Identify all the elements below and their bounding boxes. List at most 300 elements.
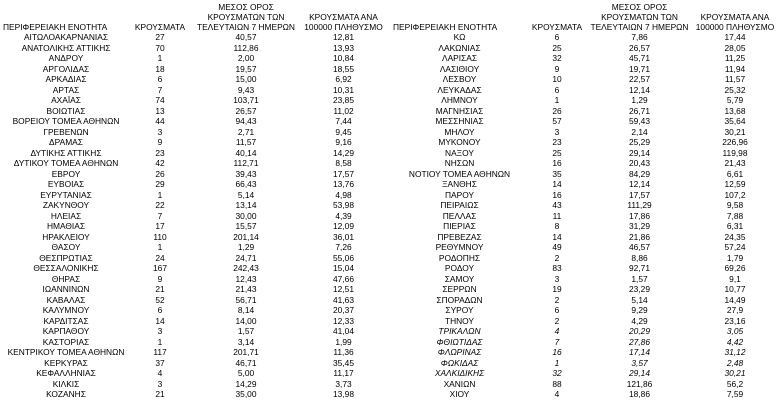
cell-mean7: 20,29 (629, 326, 650, 337)
cell-mean7: 112,86 (233, 42, 259, 53)
cell-per100k: 1,79 (726, 252, 744, 263)
table-row (392, 316, 778, 327)
cell-cases: 25 (552, 147, 562, 158)
cell-per100k: 9,45 (335, 126, 352, 137)
cell-mean7: 29,14 (629, 368, 650, 379)
cell-region: ΤΗΝΟΥ (444, 315, 475, 326)
cell-cases: 9 (157, 273, 163, 284)
cell-cases: 3 (554, 273, 560, 284)
table-row (392, 337, 778, 348)
cell-mean7: 18,86 (629, 389, 650, 400)
cell-mean7: 25,29 (629, 137, 650, 148)
cell-region: ΜΥΚΟΝΟΥ (438, 137, 481, 148)
cell-region: ΧΑΛΚΙΔΙΚΗΣ (434, 368, 485, 379)
cell-region: ΧΙΟΥ (449, 389, 470, 400)
cell-mean7: 40,57 (235, 32, 257, 43)
cell-region: ΖΑΚΥΝΘΟΥ (42, 200, 90, 211)
cell-per100k: 12,33 (333, 315, 354, 326)
cell-per100k: 12,81 (333, 32, 354, 43)
table-row (2, 263, 385, 274)
cell-cases: 23 (155, 147, 165, 158)
cell-per100k: 5,79 (726, 95, 744, 106)
table-row (392, 379, 778, 390)
cell-per100k: 12,09 (333, 221, 354, 232)
cell-per100k: 21,43 (724, 158, 746, 169)
cell-per100k: 35,64 (724, 116, 746, 127)
cell-region: ΚΑΒΑΛΑΣ (46, 294, 86, 305)
cell-cases: 26 (155, 168, 165, 179)
table-row (2, 232, 385, 243)
cell-cases: 2 (554, 315, 560, 326)
cell-cases: 3 (554, 126, 560, 137)
cell-mean7: 1,29 (237, 242, 255, 253)
cell-mean7: 121,86 (626, 378, 653, 389)
table-row (2, 74, 385, 85)
table-row (2, 389, 385, 400)
cell-region: ΓΡΕΒΕΝΩΝ (43, 126, 89, 137)
header-region: ΠΕΡΙΦΕΡΕΙΑΚΗ ΕΝΟΤΗΤΑ (3, 22, 108, 32)
cell-region: ΠΑΡΟΥ (444, 189, 475, 200)
cell-region: ΑΡΓΟΛΙΔΑΣ (42, 63, 90, 74)
header-cases: ΚΡΟΥΣΜΑΤΑ (531, 22, 583, 32)
cell-mean7: 30,00 (235, 210, 257, 221)
cell-mean7: 2,14 (631, 126, 648, 137)
cell-cases: 6 (554, 32, 560, 43)
cell-cases: 110 (153, 231, 167, 242)
table-row (392, 253, 778, 264)
cell-per100k: 6,31 (726, 221, 744, 232)
table-row (2, 253, 385, 264)
cell-mean7: 20,43 (629, 158, 650, 169)
cell-mean7: 1,57 (631, 273, 648, 284)
table-row (2, 242, 385, 253)
table-row (2, 53, 385, 64)
cell-cases: 44 (155, 116, 165, 127)
cell-per100k: 36,01 (333, 231, 354, 242)
cell-per100k: 17,57 (333, 168, 354, 179)
cell-cases: 1 (554, 95, 560, 106)
table-row (2, 284, 385, 295)
cell-region: ΔΥΤΙΚΟΥ ΤΟΜΕΑ ΑΘΗΝΩΝ (13, 158, 119, 169)
cell-mean7: 84,29 (629, 168, 650, 179)
cell-cases: 43 (552, 200, 562, 211)
cell-per100k: 4,98 (335, 189, 352, 200)
cell-per100k: 57,24 (724, 242, 746, 253)
cell-mean7: 26,71 (629, 105, 650, 116)
cell-region: ΗΜΑΘΙΑΣ (46, 221, 86, 232)
table-row (2, 32, 385, 43)
table-row (2, 358, 385, 369)
table-row (392, 263, 778, 274)
cell-region: ΘΑΣΟΥ (51, 242, 81, 253)
table-row (392, 53, 778, 64)
table-row (2, 148, 385, 159)
cell-per100k: 9,16 (335, 137, 352, 148)
cell-per100k: 56,2 (726, 378, 744, 389)
cell-region: ΦΛΩΡΙΝΑΣ (437, 347, 482, 358)
cell-mean7: 26,57 (235, 105, 257, 116)
cell-cases: 1 (554, 357, 560, 368)
cell-cases: 52 (155, 294, 165, 305)
cell-region: ΣΕΡΡΩΝ (442, 284, 477, 295)
table-row (392, 64, 778, 75)
cell-region: ΡΕΘΥΜΝΟΥ (435, 242, 484, 253)
cell-mean7: 2,71 (237, 126, 255, 137)
cell-mean7: 17,14 (629, 347, 650, 358)
cell-region: ΔΡΑΜΑΣ (49, 137, 83, 148)
cell-mean7: 19,57 (235, 63, 257, 74)
cell-mean7: 22,57 (629, 74, 650, 85)
cell-mean7: 5,14 (631, 294, 648, 305)
cell-per100k: 11,94 (724, 63, 746, 74)
table-row (2, 179, 385, 190)
cell-region: ΝΑΞΟΥ (445, 147, 474, 158)
cell-cases: 3 (157, 126, 163, 137)
cell-cases: 6 (157, 74, 163, 85)
table-row (392, 137, 778, 148)
cell-mean7: 12,43 (235, 273, 257, 284)
cell-region: ΜΕΣΣΗΝΙΑΣ (435, 116, 484, 127)
cell-cases: 1 (157, 189, 163, 200)
cell-cases: 3 (157, 378, 163, 389)
table-row (392, 326, 778, 337)
table-row (2, 221, 385, 232)
table-row (2, 169, 385, 180)
cell-per100k: 9,1 (729, 273, 741, 284)
cell-mean7: 2,00 (237, 53, 255, 64)
cell-per100k: 13,68 (724, 105, 746, 116)
cell-cases: 167 (153, 263, 167, 274)
cell-mean7: 17,57 (629, 189, 650, 200)
cell-cases: 21 (155, 284, 165, 295)
cell-cases: 14 (552, 179, 562, 190)
table-row (2, 305, 385, 316)
cell-per100k: 41,04 (333, 326, 354, 337)
cell-cases: 117 (153, 347, 167, 358)
cell-per100k: 13,93 (333, 42, 354, 53)
header-cases: ΚΡΟΥΣΜΑΤΑ (134, 22, 186, 32)
cell-per100k: 107,2 (724, 189, 746, 200)
cell-cases: 23 (552, 137, 562, 148)
cell-cases: 14 (552, 231, 562, 242)
table-row (392, 358, 778, 369)
cell-region: ΦΩΚΙΔΑΣ (440, 357, 479, 368)
cell-mean7: 46,57 (629, 242, 650, 253)
cell-mean7: 9,29 (631, 305, 648, 316)
table-right (392, 2, 778, 400)
cell-mean7: 56,71 (235, 294, 257, 305)
cell-cases: 25 (552, 42, 562, 53)
cell-cases: 16 (552, 347, 562, 358)
cell-cases: 16 (552, 158, 562, 169)
cell-per100k: 4,42 (726, 336, 744, 347)
cell-per100k: 7,88 (726, 210, 744, 221)
cell-cases: 11 (552, 210, 562, 221)
cell-mean7: 45,71 (629, 53, 650, 64)
table-row (2, 190, 385, 201)
cell-cases: 35 (552, 168, 562, 179)
table-row (392, 158, 778, 169)
table-row (392, 74, 778, 85)
cell-cases: 22 (155, 200, 165, 211)
cell-region: ΤΡΙΚΑΛΩΝ (438, 326, 481, 337)
table-left (2, 2, 385, 400)
cell-mean7: 26,57 (629, 42, 650, 53)
cell-region: ΑΝΑΤΟΛΙΚΗΣ ΑΤΤΙΚΗΣ (21, 42, 111, 53)
cell-region: ΣΠΟΡΑΔΩΝ (436, 294, 483, 305)
cell-per100k: 23,85 (333, 95, 354, 106)
cell-mean7: 4,29 (631, 315, 648, 326)
cell-per100k: 47,66 (333, 273, 354, 284)
cell-per100k: 14,29 (333, 147, 354, 158)
cell-region: ΠΕΛΛΑΣ (442, 210, 477, 221)
cell-region: ΚΑΡΠΑΘΟΥ (42, 326, 90, 337)
cell-cases: 7 (554, 336, 560, 347)
cell-cases: 19 (552, 284, 562, 295)
cell-per100k: 7,59 (726, 389, 744, 400)
cell-mean7: 103,71 (233, 95, 259, 106)
cell-per100k: 13,98 (333, 389, 354, 400)
cell-region: ΑΝΔΡΟΥ (48, 53, 84, 64)
cell-mean7: 59,43 (629, 116, 650, 127)
table-row (2, 368, 385, 379)
header-mean7: ΜΕΣΟΣ ΟΡΟΣ ΚΡΟΥΣΜΑΤΩΝ ΤΩΝ ΤΕΛΕΥΤΑΙΩΝ 7 ΗΜΕΡΩΝ (196, 2, 295, 32)
cell-per100k: 11,57 (724, 74, 746, 85)
cell-per100k: 15,04 (333, 263, 354, 274)
cell-cases: 2 (554, 294, 560, 305)
cell-region: ΕΥΒΟΙΑΣ (47, 179, 85, 190)
cell-cases: 37 (155, 357, 165, 368)
cell-per100k: 10,84 (333, 53, 354, 64)
cell-region: ΚΕΦΑΛΛΗΝΙΑΣ (36, 368, 96, 379)
table-row (2, 316, 385, 327)
table-row (392, 284, 778, 295)
cell-region: ΙΩΑΝΝΙΝΩΝ (42, 284, 90, 295)
cell-region: ΞΑΝΘΗΣ (442, 179, 477, 190)
cell-per100k: 11,36 (333, 347, 354, 358)
table-row (392, 274, 778, 285)
cell-mean7: 5,00 (237, 368, 255, 379)
table-row (392, 242, 778, 253)
cell-mean7: 201,14 (233, 231, 259, 242)
cell-mean7: 17,86 (629, 210, 650, 221)
cell-region: ΡΟΔΟΥ (444, 263, 475, 274)
table-row (392, 32, 778, 43)
cell-region: ΛΑΡΙΣΑΣ (441, 53, 478, 64)
cell-mean7: 31,29 (629, 221, 650, 232)
table-row (392, 368, 778, 379)
cell-per100k: 4,39 (335, 210, 352, 221)
table-row (2, 274, 385, 285)
cell-mean7: 92,71 (629, 263, 650, 274)
cell-per100k: 17,44 (724, 32, 746, 43)
cell-region: ΗΛΕΙΑΣ (50, 210, 82, 221)
cell-region: ΝΗΣΩΝ (444, 158, 475, 169)
header-mean7: ΜΕΣΟΣ ΟΡΟΣ ΚΡΟΥΣΜΑΤΩΝ ΤΩΝ ΤΕΛΕΥΤΑΙΩΝ 7 ΗΜΕΡΩΝ (590, 2, 689, 32)
table-row (392, 232, 778, 243)
table-row (392, 179, 778, 190)
cell-per100k: 119,98 (722, 147, 748, 158)
table-row (392, 169, 778, 180)
header-row (2, 2, 385, 32)
cell-mean7: 242,43 (233, 263, 259, 274)
cell-region: ΑΡΚΑΔΙΑΣ (45, 74, 87, 85)
cell-region: ΜΑΓΝΗΣΙΑΣ (435, 105, 484, 116)
cell-mean7: 112,71 (233, 158, 259, 169)
cell-region: ΕΒΡΟΥ (51, 168, 81, 179)
cell-per100k: 12,59 (724, 179, 746, 190)
cell-region: ΚΕΝΤΡΙΚΟΥ ΤΟΜΕΑ ΑΘΗΝΩΝ (7, 347, 125, 358)
cell-mean7: 35,00 (235, 389, 257, 400)
cell-cases: 42 (155, 158, 165, 169)
table-row (2, 200, 385, 211)
cell-per100k: 13,76 (333, 179, 354, 190)
cell-per100k: 3,73 (335, 378, 352, 389)
cell-region: ΑΧΑΪΑΣ (51, 95, 81, 106)
table-row (2, 137, 385, 148)
cell-cases: 17 (155, 221, 165, 232)
cell-cases: 16 (552, 189, 562, 200)
header-per100k: ΚΡΟΥΣΜΑΤΑ ΑΝΑ 100000 ΠΛΗΘΥΣΜΟ (304, 12, 383, 32)
cell-per100k: 6,92 (335, 74, 352, 85)
cell-region: ΚΟΖΑΝΗΣ (46, 389, 86, 400)
cell-cases: 6 (554, 84, 560, 95)
table-row (2, 158, 385, 169)
cell-cases: 7 (157, 84, 163, 95)
cell-cases: 8 (554, 221, 560, 232)
cell-region: ΑΡΤΑΣ (52, 84, 80, 95)
cell-per100k: 27,9 (726, 305, 744, 316)
cell-mean7: 12,14 (629, 84, 650, 95)
cell-mean7: 8,14 (237, 305, 255, 316)
table-left-body (2, 32, 385, 400)
cell-region: ΣΑΜΟΥ (444, 273, 475, 284)
cell-region: ΛΑΚΩΝΙΑΣ (438, 42, 481, 53)
cell-cases: 4 (157, 368, 163, 379)
header-row (392, 2, 778, 32)
cell-region: ΘΕΣΣΑΛΟΝΙΚΗΣ (33, 263, 99, 274)
cell-mean7: 14,29 (235, 378, 257, 389)
cell-mean7: 29,14 (629, 147, 650, 158)
cell-mean7: 23,29 (629, 284, 650, 295)
cell-per100k: 20,37 (333, 305, 354, 316)
cell-region: ΒΟΙΩΤΙΑΣ (46, 105, 86, 116)
cell-cases: 13 (155, 105, 165, 116)
cell-mean7: 15,57 (235, 221, 257, 232)
cell-cases: 1 (157, 336, 163, 347)
cell-cases: 24 (155, 252, 165, 263)
table-row (392, 116, 778, 127)
cell-region: ΛΑΣΙΘΙΟΥ (439, 63, 480, 74)
cell-mean7: 46,71 (235, 357, 257, 368)
cell-cases: 2 (554, 252, 560, 263)
cell-region: ΚΕΡΚΥΡΑΣ (44, 357, 88, 368)
cell-per100k: 25,32 (724, 84, 746, 95)
cell-region: ΗΡΑΚΛΕΙΟΥ (42, 231, 90, 242)
cell-per100k: 3,05 (726, 326, 744, 337)
cell-per100k: 12,51 (333, 284, 354, 295)
cell-region: ΚΑΣΤΟΡΙΑΣ (42, 336, 90, 347)
cell-mean7: 66,43 (235, 179, 257, 190)
cell-cases: 21 (155, 389, 165, 400)
cell-cases: 49 (552, 242, 562, 253)
cell-cases: 10 (552, 74, 562, 85)
cell-per100k: 41,63 (333, 294, 354, 305)
cell-per100k: 69,26 (724, 263, 746, 274)
cell-cases: 32 (552, 53, 562, 64)
cell-per100k: 28,05 (724, 42, 746, 53)
table-row (2, 43, 385, 54)
table-row (2, 326, 385, 337)
cell-per100k: 8,58 (335, 158, 352, 169)
table-row (2, 337, 385, 348)
cell-cases: 83 (552, 263, 562, 274)
cell-mean7: 14,00 (235, 315, 257, 326)
table-row (2, 85, 385, 96)
cell-per100k: 226,96 (722, 137, 748, 148)
table-row (2, 106, 385, 117)
cell-cases: 6 (157, 305, 163, 316)
header-per100k: ΚΡΟΥΣΜΑΤΑ ΑΝΑ 100000 ΠΛΗΘΥΣΜΟ (695, 12, 775, 32)
cell-per100k: 10,77 (724, 284, 746, 295)
cell-mean7: 3,57 (631, 357, 648, 368)
table-row (2, 95, 385, 106)
cell-per100k: 35,45 (333, 357, 354, 368)
cell-per100k: 30,21 (724, 126, 746, 137)
cell-region: ΚΙΛΚΙΣ (52, 378, 80, 389)
cell-cases: 9 (554, 63, 560, 74)
cell-region: ΚΑΡΔΙΤΣΑΣ (43, 315, 89, 326)
header-region: ΠΕΡΙΦΕΡΕΙΑΚΗ ΕΝΟΤΗΤΑ (393, 22, 498, 32)
cell-cases: 7 (157, 210, 163, 221)
cell-per100k: 23,16 (724, 315, 746, 326)
cell-per100k: 55,06 (333, 252, 354, 263)
table-row (392, 211, 778, 222)
cell-mean7: 7,86 (631, 32, 648, 43)
cell-per100k: 14,49 (724, 294, 746, 305)
table-row (392, 127, 778, 138)
cell-region: ΦΘΙΩΤΙΔΑΣ (436, 336, 483, 347)
cell-per100k: 10,31 (333, 84, 354, 95)
cell-mean7: 21,86 (629, 231, 650, 242)
table-row (392, 85, 778, 96)
cell-cases: 4 (554, 389, 560, 400)
cell-cases: 3 (157, 326, 163, 337)
cell-cases: 70 (155, 42, 165, 53)
cell-mean7: 21,43 (235, 284, 257, 295)
cell-cases: 74 (155, 95, 165, 106)
table-row (2, 211, 385, 222)
cell-per100k: 53,98 (333, 200, 354, 211)
table-row (392, 190, 778, 201)
cell-mean7: 24,71 (235, 252, 257, 263)
cell-per100k: 2,48 (726, 357, 744, 368)
cell-cases: 32 (552, 368, 562, 379)
cell-region: ΕΥΡΥΤΑΝΙΑΣ (40, 189, 92, 200)
cell-per100k: 30,21 (724, 368, 746, 379)
cell-cases: 88 (552, 378, 562, 389)
cell-mean7: 13,14 (235, 200, 257, 211)
cell-mean7: 40,14 (235, 147, 257, 158)
cell-region: ΚΑΛΥΜΝΟΥ (42, 305, 90, 316)
cell-per100k: 7,26 (335, 242, 352, 253)
cell-per100k: 18,55 (333, 63, 354, 74)
cell-region: ΠΡΕΒΕΖΑΣ (437, 231, 482, 242)
cell-mean7: 27,86 (629, 336, 650, 347)
cell-mean7: 3,14 (237, 336, 255, 347)
cell-mean7: 5,14 (237, 189, 255, 200)
cell-mean7: 1,57 (237, 326, 255, 337)
